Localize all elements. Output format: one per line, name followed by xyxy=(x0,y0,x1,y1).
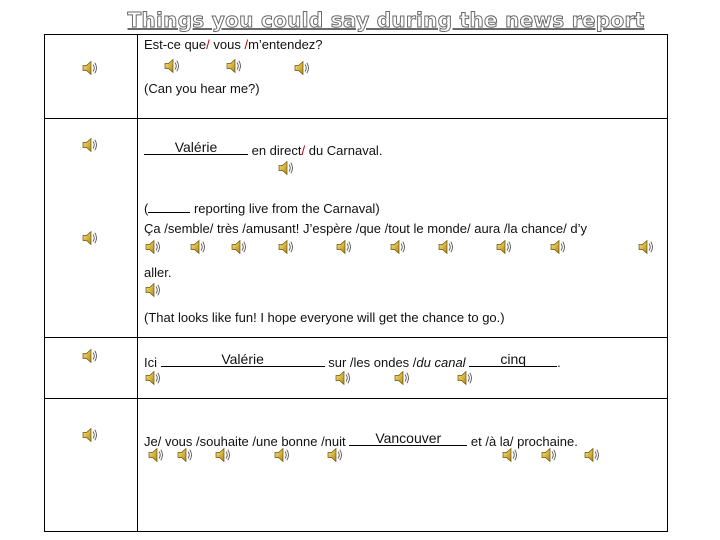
speaker-icon[interactable] xyxy=(175,445,195,465)
speaker-icon[interactable] xyxy=(436,237,456,257)
speaker-icon[interactable] xyxy=(143,368,163,388)
answer-text: cinq xyxy=(500,351,527,367)
phrase-segment: . xyxy=(557,355,561,370)
phrase-segment: m’entendez? xyxy=(248,37,323,52)
speaker-icon[interactable] xyxy=(325,445,345,465)
answer-text: Valérie xyxy=(221,351,264,367)
answer-blank[interactable] xyxy=(144,139,248,155)
speaker-icon[interactable] xyxy=(500,445,520,465)
phrase-segment: du canal xyxy=(416,355,470,370)
phrase-slash: / xyxy=(206,37,210,52)
phrase-segment: et /à la/ prochaine. xyxy=(467,434,578,449)
translation-r3: (That looks like fun! I hope everyone will get the chance to go.) xyxy=(144,310,505,325)
speaker-icon[interactable] xyxy=(636,237,656,257)
answer-blank[interactable] xyxy=(469,351,557,367)
speaker-icon[interactable] xyxy=(188,237,208,257)
phrase-segment: Je/ vous /souhaite /une bonne /nuit xyxy=(144,434,350,449)
page-title: Things you could say during the news report xyxy=(127,8,645,32)
phrase-slash: / xyxy=(244,37,249,52)
row-divider xyxy=(44,398,668,399)
phrase-segment: reporting live from the Carnaval) xyxy=(190,201,380,216)
speaker-icon[interactable] xyxy=(548,237,568,257)
speaker-icon[interactable] xyxy=(80,425,100,445)
row-divider xyxy=(44,118,668,119)
speaker-icon[interactable] xyxy=(143,237,163,257)
phrase-segment: en direct xyxy=(248,143,302,158)
speaker-icon[interactable] xyxy=(333,368,353,388)
speaker-icon[interactable] xyxy=(80,228,100,248)
phrase-segment: Est-ce que xyxy=(144,37,207,52)
phrase-segment: vous xyxy=(209,37,245,52)
speaker-icon[interactable] xyxy=(388,237,408,257)
phrase-segment: Ici xyxy=(144,355,161,370)
speaker-icon[interactable] xyxy=(392,368,412,388)
speaker-icon[interactable] xyxy=(146,445,166,465)
translation-r1: (Can you hear me?) xyxy=(144,81,260,96)
phrase-slash: / xyxy=(301,143,306,158)
speaker-icon[interactable] xyxy=(143,280,163,300)
phrase-r3-continued: aller. xyxy=(144,265,172,280)
speaker-icon[interactable] xyxy=(455,368,475,388)
answer-blank[interactable] xyxy=(161,351,325,367)
speaker-icon[interactable] xyxy=(276,158,296,178)
speaker-icon[interactable] xyxy=(494,237,514,257)
row-divider xyxy=(44,337,668,338)
speaker-icon[interactable] xyxy=(162,56,182,76)
speaker-icon[interactable] xyxy=(80,58,100,78)
speaker-icon[interactable] xyxy=(276,237,296,257)
speaker-icon[interactable] xyxy=(292,58,312,78)
column-divider xyxy=(137,34,138,532)
speaker-icon[interactable] xyxy=(582,445,602,465)
speaker-icon[interactable] xyxy=(80,346,100,366)
phrase-segment: du Carnaval. xyxy=(305,143,383,158)
answer-text: Vancouver xyxy=(375,430,442,446)
answer-blank[interactable] xyxy=(148,200,190,213)
speaker-icon[interactable] xyxy=(272,445,292,465)
answer-text: Valérie xyxy=(174,139,218,155)
phrase-r3: Ça /semble/ très /amusant! J’espère /que /tout le monde/ aura /la chance/ d’y xyxy=(144,221,587,236)
phrase-r2 xyxy=(144,139,383,159)
phrase-segment: sur /les ondes / xyxy=(324,355,417,370)
translation-r2 xyxy=(144,200,380,217)
speaker-icon[interactable] xyxy=(213,445,233,465)
speaker-icon[interactable] xyxy=(539,445,559,465)
speaker-icon[interactable] xyxy=(80,135,100,155)
speaker-icon[interactable] xyxy=(334,237,354,257)
phrase-r1 xyxy=(144,37,323,53)
phrase-segment: ( xyxy=(144,201,149,216)
answer-blank[interactable] xyxy=(349,430,467,446)
speaker-icon[interactable] xyxy=(224,56,244,76)
speaker-icon[interactable] xyxy=(229,237,249,257)
